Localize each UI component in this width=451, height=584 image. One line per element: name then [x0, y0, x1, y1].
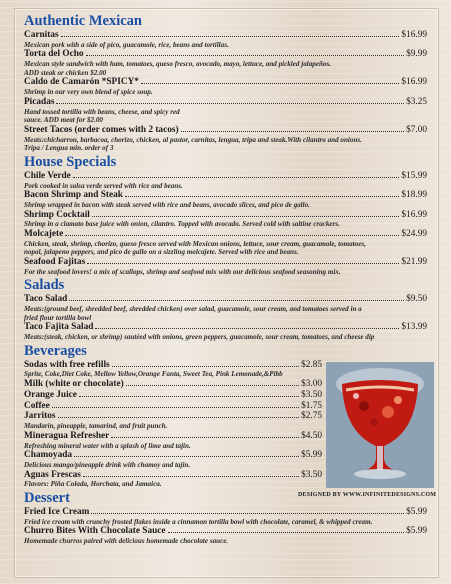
menu-item-row: [24, 97, 427, 108]
dot-leader: [69, 300, 404, 301]
section-title: Salads: [24, 277, 65, 294]
item-name: Picadas: [24, 96, 55, 107]
item-price: $7.00: [406, 124, 427, 135]
dot-leader: [83, 476, 299, 477]
item-description: nopal, jalapeno peppers, and pico de gallo on a sizzling molcajete. Served with rice and beans.: [24, 248, 299, 257]
item-description: For the seafood lovers! a mix of scallops, shrimp and seafood mix with our delicious seafood seasoning mix.: [24, 267, 341, 276]
dot-leader: [74, 456, 299, 457]
section-authentic-mexican: [24, 12, 427, 153]
section-title: House Specials: [24, 153, 117, 170]
menu-item-row: [24, 294, 427, 305]
item-price: $2.75: [301, 411, 322, 422]
dot-leader: [112, 366, 299, 367]
item-name: Churro Bites With Chocolate Sauce: [24, 526, 166, 537]
item-price: $3.50: [301, 469, 322, 480]
item-description: Mandarin, pineapple, tamarind, and fruit punch.: [24, 422, 168, 431]
dot-leader: [79, 396, 299, 397]
item-name: Sodas with free refills: [24, 359, 110, 370]
item-description: Flavors: Piña Colada, Horchata, and Jamaica.: [24, 480, 162, 489]
item-price: $5.99: [406, 526, 427, 537]
item-description: Sprite, Coke,Diet Coke, Mellow Yellow,Orange Fanta, Sweet Tea, Pink Lemonade,&Pibb: [24, 370, 283, 379]
item-description: Meats:(ground beef, shredded beef, shredded chicken) over salad, guacamole, sour cream, and tomatoes served in a: [24, 305, 362, 314]
menu-item-row: [24, 401, 322, 412]
menu-item-row: [24, 379, 322, 390]
menu-item-row: [24, 450, 322, 461]
item-price: $3.50: [301, 389, 322, 400]
item-price: $21.99: [401, 256, 427, 267]
item-price: $9.99: [406, 49, 427, 60]
item-price: $3.00: [301, 379, 322, 390]
item-price: $5.99: [406, 507, 427, 517]
menu-item-row: [24, 470, 322, 481]
menu-item-row: [24, 210, 427, 221]
item-name: Orange Juice: [24, 389, 77, 400]
dot-leader: [91, 513, 404, 514]
section-title: Dessert: [24, 490, 70, 506]
item-description: Shrimp in our very own blend of spice soup.: [24, 88, 153, 97]
item-name: Milk (white or chocolate): [24, 379, 124, 390]
item-price: $2.85: [301, 359, 322, 370]
item-name: Aguas Frescas: [24, 469, 81, 480]
menu-item-row: [24, 229, 427, 240]
item-name: Torta del Ocho: [24, 49, 84, 60]
item-name: Fried Ice Cream: [24, 507, 90, 517]
item-list: [24, 171, 427, 277]
item-name: Molcajete: [24, 228, 64, 239]
dot-leader: [95, 328, 399, 329]
item-price: $3.25: [406, 96, 427, 107]
item-description: Meats:(steak, chicken, or shrimp) sautéed with onions, green peppers, guacamole, sour cream, tomatoes, and cheese dip: [24, 333, 375, 342]
dot-leader: [111, 437, 299, 438]
dot-leader: [86, 55, 405, 56]
dot-leader: [181, 131, 405, 132]
item-name: Caldo de Camarón *SPICY*: [24, 77, 139, 88]
item-description: Refreshing mineral water with a splash of lime and tajin.: [24, 441, 191, 450]
item-price: $16.99: [401, 30, 427, 40]
item-description: Fried ice cream with crunchy frosted flakes inside a cinnamon tortilla bowl with chocolate, caramel, & whipped cream.: [24, 517, 373, 526]
menu-item-row: [24, 77, 427, 88]
item-list: [24, 507, 427, 546]
item-price: $5.99: [301, 450, 322, 461]
menu-item-row: [24, 190, 427, 201]
item-description: sauce. ADD meat for $2.00: [24, 116, 103, 125]
section-title: Beverages: [24, 342, 87, 359]
item-price: $9.50: [406, 294, 427, 305]
item-price: $15.99: [401, 170, 427, 181]
section-title: Authentic Mexican: [24, 13, 142, 29]
dot-leader: [141, 83, 399, 84]
item-description: Mexican pork with a side of pico, guacamole, rice, beans and tortillas.: [24, 40, 229, 49]
menu-item-row: [24, 125, 427, 136]
item-name: Street Tacos (order comes with 2 tacos): [24, 124, 179, 135]
dot-leader: [87, 263, 399, 264]
menu-item-row: [24, 257, 427, 268]
menu-item-row: [24, 30, 427, 41]
dot-leader: [58, 417, 300, 418]
item-description: Shrimp in a clamato base juice with onion, cilantro. Topped with avocado. Served cold with saltine crackers.: [24, 220, 340, 229]
item-description: Mexican style sandwich with ham, tomatoes, queso fresco, avocado, mayo, lettuce, and pickled jalapeños.: [24, 60, 331, 69]
item-name: Taco Salad: [24, 294, 68, 305]
menu-item-row: [24, 526, 427, 537]
item-description: Pork cooked in salsa verde served with rice and beans.: [24, 181, 183, 190]
item-list: [24, 30, 427, 153]
dot-leader: [125, 196, 399, 197]
item-name: Coffee: [24, 400, 50, 411]
designer-credit: DESIGNED BY WWW.INFINITEDESIGNS.COM: [298, 491, 437, 498]
item-list: [24, 360, 322, 489]
menu-item-row: [24, 390, 322, 401]
dot-leader: [65, 235, 399, 236]
item-price: $13.99: [401, 322, 427, 333]
dot-leader: [56, 103, 404, 104]
drink-photo: [326, 362, 434, 488]
dot-leader: [52, 407, 299, 408]
item-name: Mineragua Refresher: [24, 430, 110, 441]
item-name: Carnitas: [24, 30, 59, 40]
item-description: Hand tossed tortilla with beans, cheese, and spicy red: [24, 107, 180, 116]
menu-content: [24, 12, 437, 546]
item-price: $4.50: [301, 430, 322, 441]
item-description: Delicious mango/pineapple drink with chamoy and tajin.: [24, 461, 191, 470]
menu-item-row: [24, 360, 322, 371]
item-name: Jarritos: [24, 411, 56, 422]
menu-item-row: [24, 411, 322, 422]
item-price: $16.99: [401, 77, 427, 88]
menu-item-row: [24, 49, 427, 60]
item-name: Seafood Fajitas: [24, 256, 86, 267]
item-price: $18.99: [401, 190, 427, 201]
item-description: Chicken, steak, shrimp, chorizo, queso fresco served with Mexican onions, lettuce, sour cream, guacamole, tomatoes,: [24, 239, 366, 248]
menu-item-row: [24, 171, 427, 182]
dot-leader: [92, 216, 400, 217]
dot-leader: [61, 36, 400, 37]
menu-item-row: [24, 322, 427, 333]
section-house-specials: [24, 153, 427, 277]
item-list: [24, 294, 427, 341]
item-description: Tripa / Lengua min. order of 3: [24, 144, 114, 153]
michelada-glass-illustration: [326, 362, 434, 488]
item-name: Bacon Shrimp and Steak: [24, 190, 123, 201]
item-description: Shrimp wrapped in bacon with steak served with rice and beans, avocado slices, and pico de gallo.: [24, 200, 310, 209]
item-description: Homemade churros paired with delicious homemade chocolate sauce.: [24, 537, 229, 546]
item-name: Taco Fajita Salad: [24, 322, 94, 333]
item-description: fried flour tortilla bowl: [24, 313, 92, 322]
item-price: $1.75: [301, 400, 322, 411]
item-description: Meats:chicharron, barbacoa, chorizo, chicken, al pastor, carnitas, lengua, tripa and steak.With cilantro and onions.: [24, 135, 362, 144]
section-salads: [24, 276, 427, 341]
menu-item-row: [24, 431, 322, 442]
item-name: Shrimp Cocktail: [24, 209, 90, 220]
dot-leader: [73, 177, 400, 178]
item-name: Chile Verde: [24, 170, 71, 181]
item-price: $24.99: [401, 228, 427, 239]
item-name: Chamoyada: [24, 450, 73, 461]
dot-leader: [168, 532, 405, 533]
dot-leader: [126, 385, 299, 386]
item-description: ADD steak or chicken $2.00: [24, 68, 107, 77]
item-price: $16.99: [401, 209, 427, 220]
menu-item-row: [24, 507, 427, 518]
